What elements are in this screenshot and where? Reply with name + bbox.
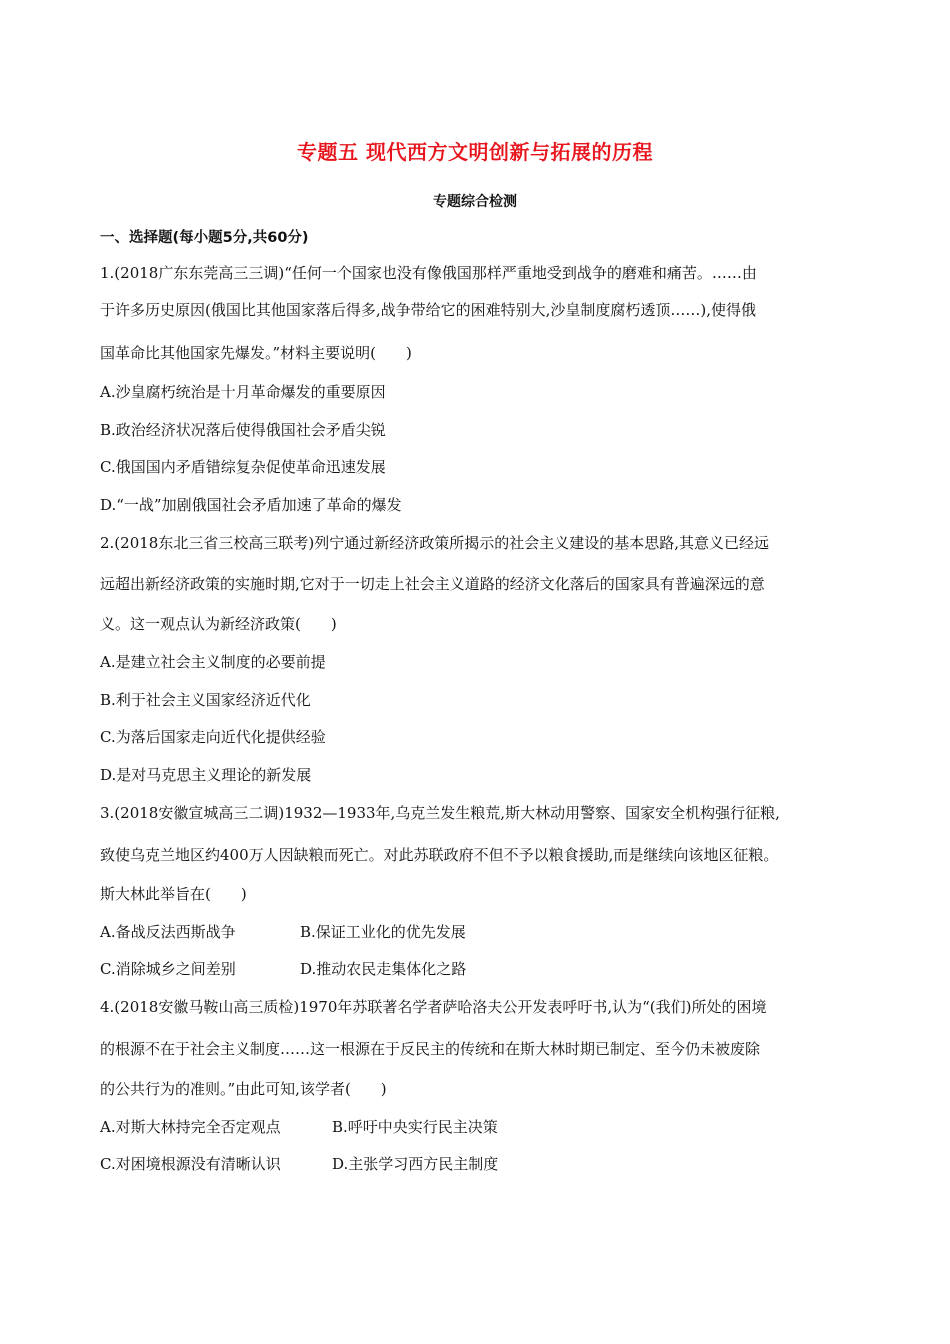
- question-2-option-d: D.是对马克思主义理论的新发展: [100, 766, 312, 784]
- section-heading: 一、选择题(每小题5分,共60分): [100, 230, 309, 246]
- question-2-option-b: B.利于社会主义国家经济近代化: [100, 691, 311, 709]
- question-4-line-2: 的根源不在于社会主义制度……这一根源在于反民主的传统和在斯大林时期已制定、至今仍未被废除: [100, 1040, 761, 1058]
- question-1-line-1: 1.(2018广东东莞高三三调)“任何一个国家也没有像俄国那样严重地受到战争的磨难和痛苦。……由: [100, 264, 757, 282]
- question-3-line-1: 3.(2018安徽宣城高三二调)1932—1933年,乌克兰发生粮荒,斯大林动用警察、国家安全机构强行征粮,: [100, 804, 780, 822]
- question-4-option-d: D.主张学习西方民主制度: [332, 1155, 499, 1173]
- question-1-option-d: D.“一战”加剧俄国社会矛盾加速了革命的爆发: [100, 496, 402, 514]
- question-2-option-c: C.为落后国家走向近代化提供经验: [100, 728, 326, 746]
- question-3-option-a: A.备战反法西斯战争: [100, 923, 236, 941]
- question-4-option-c: C.对困境根源没有清晰认识: [100, 1155, 281, 1173]
- question-3-option-c: C.消除城乡之间差别: [100, 960, 236, 978]
- question-1-option-b: B.政治经济状况落后使得俄国社会矛盾尖锐: [100, 421, 386, 439]
- question-4-line-3: 的公共行为的准则。”由此可知,该学者( ): [100, 1080, 387, 1098]
- question-1-option-c: C.俄国国内矛盾错综复杂促使革命迅速发展: [100, 458, 386, 476]
- question-4-option-b: B.呼吁中央实行民主决策: [332, 1118, 498, 1136]
- question-3-line-2: 致使乌克兰地区约400万人因缺粮而死亡。对此苏联政府不但不予以粮食援助,而是继续向该地区征粮。: [100, 846, 779, 864]
- question-3-option-b: B.保证工业化的优先发展: [300, 923, 466, 941]
- question-2-line-1: 2.(2018东北三省三校高三联考)列宁通过新经济政策所揭示的社会主义建设的基本思路,其意义已经远: [100, 534, 769, 552]
- question-1-line-2: 于许多历史原因(俄国比其他国家落后得多,战争带给它的困难特别大,沙皇制度腐朽透顶……),使得俄: [100, 301, 757, 319]
- question-1-option-a: A.沙皇腐朽统治是十月革命爆发的重要原因: [100, 383, 386, 401]
- page-title: 专题五 现代西方文明创新与拓展的历程: [297, 140, 653, 164]
- page-subtitle: 专题综合检测: [433, 194, 517, 210]
- question-1-line-3: 国革命比其他国家先爆发。”材料主要说明( ): [100, 344, 412, 362]
- question-3-line-3: 斯大林此举旨在( ): [100, 885, 247, 903]
- question-2-line-3: 义。这一观点认为新经济政策( ): [100, 615, 337, 633]
- question-2-line-2: 远超出新经济政策的实施时期,它对于一切走上社会主义道路的经济文化落后的国家具有普遍深远的意: [100, 575, 765, 593]
- question-4-option-a: A.对斯大林持完全否定观点: [100, 1118, 281, 1136]
- question-2-option-a: A.是建立社会主义制度的必要前提: [100, 653, 326, 671]
- question-3-option-d: D.推动农民走集体化之路: [300, 960, 467, 978]
- question-4-line-1: 4.(2018安徽马鞍山高三质检)1970年苏联著名学者萨哈洛夫公开发表呼吁书,认为“(我们)所处的困境: [100, 998, 767, 1016]
